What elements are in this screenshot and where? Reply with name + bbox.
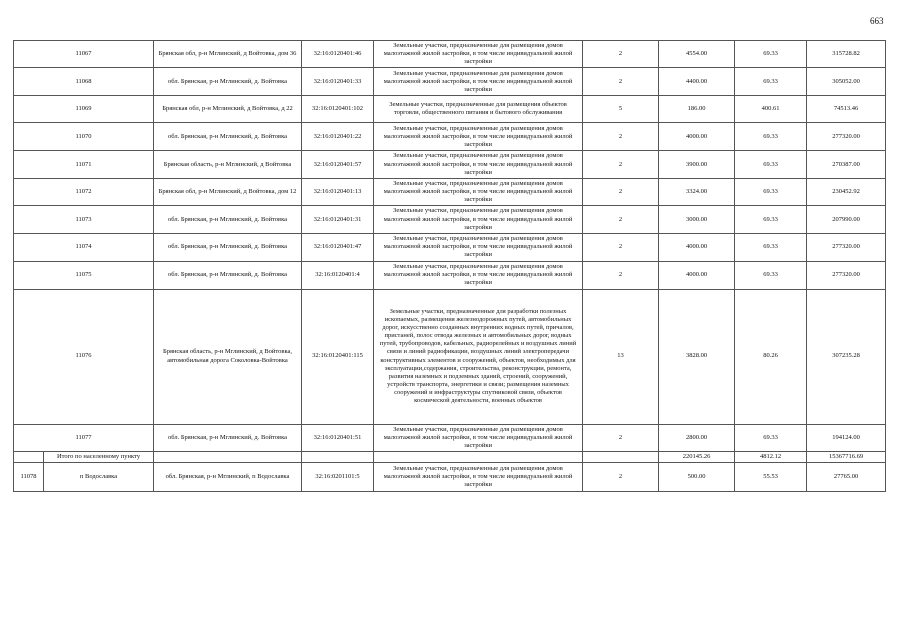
group-cell: 13 xyxy=(583,289,659,424)
cadastral-value-cell: 277320.00 xyxy=(807,234,886,261)
cadastral-number-cell: 32:16:0120401:102 xyxy=(302,96,374,123)
table-row xyxy=(14,68,886,96)
group-cell: 2 xyxy=(583,234,659,261)
land-purpose-cell: Земельные участки, предназначенные для размещения домов малоэтажной жилой застройки, в том числе индивидуальной жилой застройки xyxy=(374,206,583,234)
row-number: 11078 xyxy=(14,463,44,492)
cadastral-value-cell: 74513.46 xyxy=(807,96,886,123)
registry-table xyxy=(13,40,886,492)
cadastral-number-cell: 32:16:0201101:5 xyxy=(302,463,374,492)
area-cell: 4000.00 xyxy=(659,261,735,289)
area-cell: 3900.00 xyxy=(659,151,735,178)
cadastral-value-cell: 27765.00 xyxy=(807,463,886,492)
group-cell: 2 xyxy=(583,123,659,151)
land-purpose-cell: Земельные участки, предназначенные для размещения домов малоэтажной жилой застройки, в том числе индивидуальной жилой застройки xyxy=(374,123,583,151)
table-row xyxy=(14,261,886,289)
cadastral-number-cell: 32:16:0120401:22 xyxy=(302,123,374,151)
cadastral-number-cell: 32:16:0120401:13 xyxy=(302,178,374,205)
cadastral-value-cell: 230452.92 xyxy=(807,178,886,205)
table-row xyxy=(14,206,886,234)
subtotal-area: 220145.26 xyxy=(659,451,735,462)
table-row xyxy=(14,151,886,178)
address-cell: Брянская область, р-н Мглинский, д Войтовка, автомобильная дорога Соколовка-Войтовка xyxy=(154,289,302,424)
row-number: 11075 xyxy=(14,261,154,289)
land-purpose-cell: Земельные участки, предназначенные для размещения домов малоэтажной жилой застройки, в том числе индивидуальной жилой застройки xyxy=(374,68,583,96)
cadastral-number-cell: 32:16:0120401:47 xyxy=(302,234,374,261)
table-row xyxy=(14,289,886,424)
rate-cell: 69.33 xyxy=(735,68,807,96)
group-cell: 2 xyxy=(583,424,659,451)
table-row xyxy=(14,234,886,261)
subtotal-row xyxy=(14,451,886,462)
land-purpose-cell: Земельные участки, предназначенные для размещения домов малоэтажной жилой застройки, в том числе индивидуальной жилой застройки xyxy=(374,41,583,68)
cadastral-number-cell: 32:16:0120401:4 xyxy=(302,261,374,289)
land-purpose-cell: Земельные участки, предназначенные для размещения домов малоэтажной жилой застройки, в том числе индивидуальной жилой застройки xyxy=(374,234,583,261)
rate-cell: 69.33 xyxy=(735,123,807,151)
rate-cell: 69.33 xyxy=(735,424,807,451)
group-cell: 2 xyxy=(583,68,659,96)
group-cell: 2 xyxy=(583,178,659,205)
land-purpose-cell: Земельные участки, предназначенные для размещения домов малоэтажной жилой застройки, в том числе индивидуальной жилой застройки xyxy=(374,151,583,178)
row-number: 11070 xyxy=(14,123,154,151)
land-purpose-cell: Земельные участки, предназначенные для размещения объектов торговли, общественного питания и бытового обслуживания xyxy=(374,96,583,123)
table-row xyxy=(14,96,886,123)
rate-cell: 69.33 xyxy=(735,41,807,68)
rate-cell: 69.33 xyxy=(735,206,807,234)
address-cell: Брянская обл, р-н Мглинский, д Войтовка, дом 12 xyxy=(154,178,302,205)
rate-cell: 69.33 xyxy=(735,261,807,289)
table-row xyxy=(14,424,886,451)
cadastral-number-cell: 32:16:0120401:57 xyxy=(302,151,374,178)
row-number: 11077 xyxy=(14,424,154,451)
address-cell: Брянская обл, р-н Мглинский, д Войтовка, д 22 xyxy=(154,96,302,123)
area-cell: 3324.00 xyxy=(659,178,735,205)
table-body xyxy=(14,41,886,492)
cadastral-number-cell: 32:16:0120401:31 xyxy=(302,206,374,234)
area-cell: 500.00 xyxy=(659,463,735,492)
address-cell: обл. Брянская, р-н Мглинский, д. Войтовка xyxy=(154,234,302,261)
table-row xyxy=(14,41,886,68)
address-cell: обл. Брянская, р-н Мглинский, п Водославка xyxy=(154,463,302,492)
land-purpose-cell: Земельные участки, предназначенные для размещения домов малоэтажной жилой застройки, в том числе индивидуальной жилой застройки xyxy=(374,463,583,492)
cadastral-value-cell: 277320.00 xyxy=(807,123,886,151)
land-purpose-cell: Земельные участки, предназначенные для размещения домов малоэтажной жилой застройки, в том числе индивидуальной жилой застройки xyxy=(374,261,583,289)
group-cell: 2 xyxy=(583,261,659,289)
area-cell: 4000.00 xyxy=(659,123,735,151)
cadastral-value-cell: 307235.28 xyxy=(807,289,886,424)
group-cell: 2 xyxy=(583,151,659,178)
subtotal-label: Итого по населенному пункту xyxy=(44,451,154,462)
rate-cell: 69.33 xyxy=(735,234,807,261)
address-cell: Брянская обл, р-н Мглинский, д Войтовка, дом 36 xyxy=(154,41,302,68)
group-cell: 2 xyxy=(583,463,659,492)
land-purpose-cell: Земельные участки, предназначенные для размещения домов малоэтажной жилой застройки, в том числе индивидуальной жилой застройки xyxy=(374,424,583,451)
rate-cell: 69.33 xyxy=(735,178,807,205)
cadastral-number-cell: 32:16:0120401:33 xyxy=(302,68,374,96)
rate-cell: 69.33 xyxy=(735,151,807,178)
address-cell: обл. Брянская, р-н Мглинский, д. Войтовка xyxy=(154,261,302,289)
cadastral-value-cell: 277320.00 xyxy=(807,261,886,289)
row-number: 11069 xyxy=(14,96,154,123)
cadastral-value-cell: 270387.00 xyxy=(807,151,886,178)
rate-cell: 400.61 xyxy=(735,96,807,123)
address-cell: обл. Брянская, р-н Мглинский, д. Войтовка xyxy=(154,68,302,96)
row-number: 11071 xyxy=(14,151,154,178)
group-cell: 2 xyxy=(583,206,659,234)
area-cell: 4400.00 xyxy=(659,68,735,96)
page-number: 663 xyxy=(870,16,884,26)
address-cell: обл. Брянская, р-н Мглинский, д. Войтовка xyxy=(154,206,302,234)
land-purpose-cell: Земельные участки, предназначенные для разработки полезных ископаемых, размещения железнодорожных путей, автомобильных дорог, искусственно созданных внутренних водных путей, причалов, пристаней, полос отвода железных и автомобильных дорог, водных путей, трубопроводов, кабельных, радиорелейных и воздушных линий связи и линий радиофикации, воздушных линий электропередачи конструктивных элементов и сооружений, объектов, необходимых для эксплуатации,содержания, строительства, реконструкции, ремонта, развития наземных и подземных зданий, строений, сооружений, устройств транспорта, энергетики и связи; размещения наземных сооружений и инфраструктуры спутниковой связи, объектов космической деятельности, военных объектов xyxy=(374,289,583,424)
subtotal-value: 15367716.69 xyxy=(807,451,886,462)
land-purpose-cell: Земельные участки, предназначенные для размещения домов малоэтажной жилой застройки, в том числе индивидуальной жилой застройки xyxy=(374,178,583,205)
cadastral-value-cell: 194124.00 xyxy=(807,424,886,451)
area-cell: 3828.00 xyxy=(659,289,735,424)
address-cell: обл. Брянская, р-н Мглинский, д. Войтовка xyxy=(154,424,302,451)
cadastral-number-cell: 32:16:0120401:46 xyxy=(302,41,374,68)
settlement-label: п Водославка xyxy=(44,463,154,492)
address-cell: обл. Брянская, р-н Мглинский, д. Войтовка xyxy=(154,123,302,151)
area-cell: 4000.00 xyxy=(659,234,735,261)
table-row xyxy=(14,178,886,205)
address-cell: Брянская область, р-н Мглинский, д Войтовка xyxy=(154,151,302,178)
cadastral-value-cell: 315728.82 xyxy=(807,41,886,68)
subtotal-rate: 4812.12 xyxy=(735,451,807,462)
area-cell: 4554.00 xyxy=(659,41,735,68)
rate-cell: 55.53 xyxy=(735,463,807,492)
row-number: 11073 xyxy=(14,206,154,234)
row-number: 11076 xyxy=(14,289,154,424)
row-number: 11072 xyxy=(14,178,154,205)
cadastral-number-cell: 32:16:0120401:115 xyxy=(302,289,374,424)
table-row xyxy=(14,463,886,492)
area-cell: 3000.00 xyxy=(659,206,735,234)
cadastral-number-cell: 32:16:0120401:51 xyxy=(302,424,374,451)
group-cell: 5 xyxy=(583,96,659,123)
area-cell: 2800.00 xyxy=(659,424,735,451)
row-number: 11074 xyxy=(14,234,154,261)
cadastral-value-cell: 207990.00 xyxy=(807,206,886,234)
rate-cell: 80.26 xyxy=(735,289,807,424)
row-number: 11067 xyxy=(14,41,154,68)
area-cell: 186.00 xyxy=(659,96,735,123)
group-cell: 2 xyxy=(583,41,659,68)
cadastral-value-cell: 305052.00 xyxy=(807,68,886,96)
table-row xyxy=(14,123,886,151)
row-number: 11068 xyxy=(14,68,154,96)
